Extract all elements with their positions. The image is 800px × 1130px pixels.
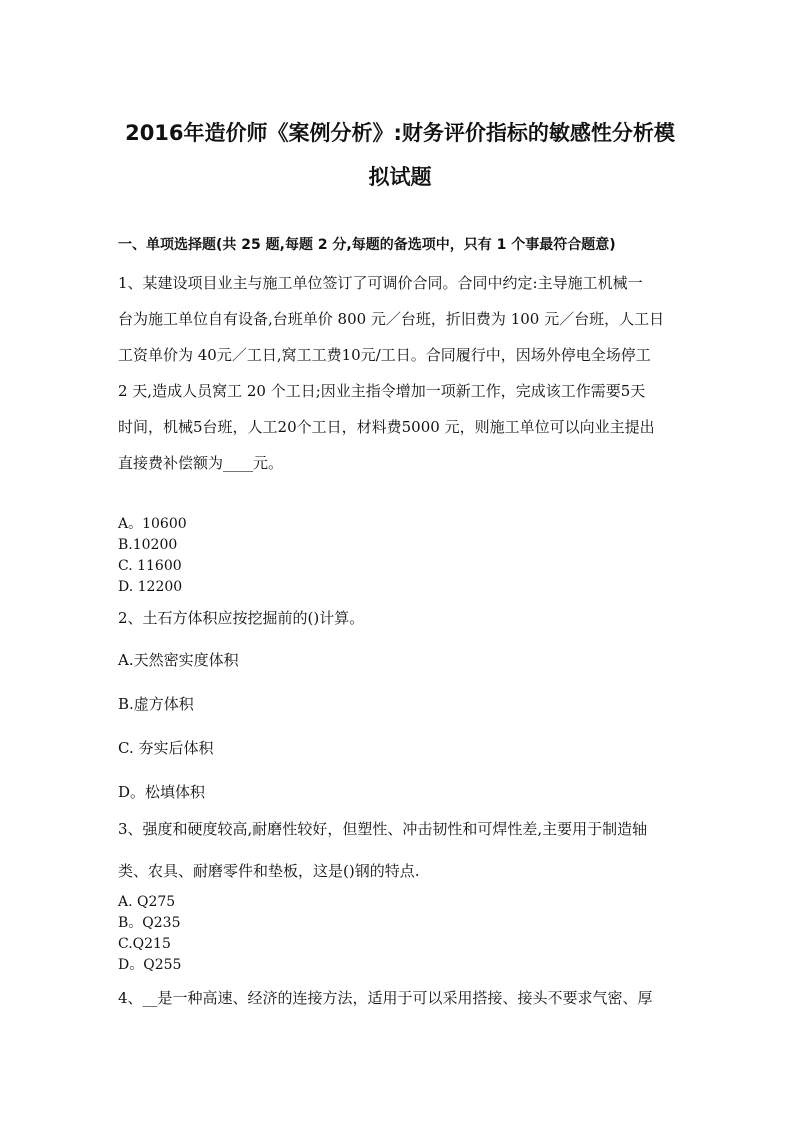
option-c: C.Q215 <box>118 936 171 952</box>
question-4 <box>118 980 684 1016</box>
option-d: D。松填体积 <box>118 783 206 801</box>
question-3-line: 类、农具、耐磨零件和垫板，这是()钢的特点. <box>118 862 420 880</box>
question-1-line: 台为施工单位自有设备,台班单价 800 元／台班，折旧费为 100 元／台班，人工日 <box>118 310 665 328</box>
question-2 <box>118 600 684 636</box>
option-c: C. 11600 <box>118 558 182 574</box>
question-1-options <box>118 514 187 598</box>
document-title <box>110 111 690 199</box>
question-1 <box>118 265 684 481</box>
question-2-options <box>118 638 239 814</box>
option-a: A.天然密实度体积 <box>118 651 239 669</box>
question-1-line: 1、某建设项目业主与施工单位签订了可调价合同。合同中约定:主导施工机械一 <box>118 274 643 292</box>
option-a: A. Q275 <box>118 894 176 910</box>
question-1-line: 直接费补偿额为____元。 <box>118 454 284 472</box>
option-b: B.10200 <box>118 537 178 553</box>
option-d: D. 12200 <box>118 579 183 595</box>
question-3-options <box>118 892 181 976</box>
question-1-line: 2 天,造成人员窝工 20 个工日;因业主指令增加一项新工作，完成该工作需要5天 <box>118 382 646 400</box>
question-2-line: 2、土石方体积应按挖掘前的()计算。 <box>118 609 365 627</box>
option-b: B.虚方体积 <box>118 695 194 713</box>
question-4-line: 4、__是一种高速、经济的连接方法，适用于可以采用搭接、接头不要求气密、厚 <box>118 989 653 1007</box>
title-line-2: 拟试题 <box>368 165 432 189</box>
section-heading: 一、单项选择题(共 25 题,每题 2 分,每题的备选项中，只有 1 个事最符合题意) <box>118 237 616 253</box>
option-b: B。Q235 <box>118 915 181 931</box>
option-c: C. 夯实后体积 <box>118 739 214 757</box>
option-a: A。10600 <box>118 516 187 532</box>
question-1-line: 时间，机械5台班，人工20个工日，材料费5000 元，则施工单位可以向业主提出 <box>118 418 655 436</box>
question-1-line: 工资单价为 40元／工日,窝工工费10元/工日。合同履行中，因场外停电全场停工 <box>118 346 651 364</box>
option-d: D。Q255 <box>118 957 182 973</box>
title-line-1: 2016年造价师《案例分析》:财务评价指标的敏感性分析模 <box>125 121 675 145</box>
question-3-line: 3、强度和硬度较高,耐磨性较好，但塑性、冲击韧性和可焊性差,主要用于制造轴 <box>118 820 648 838</box>
question-3 <box>118 808 684 892</box>
